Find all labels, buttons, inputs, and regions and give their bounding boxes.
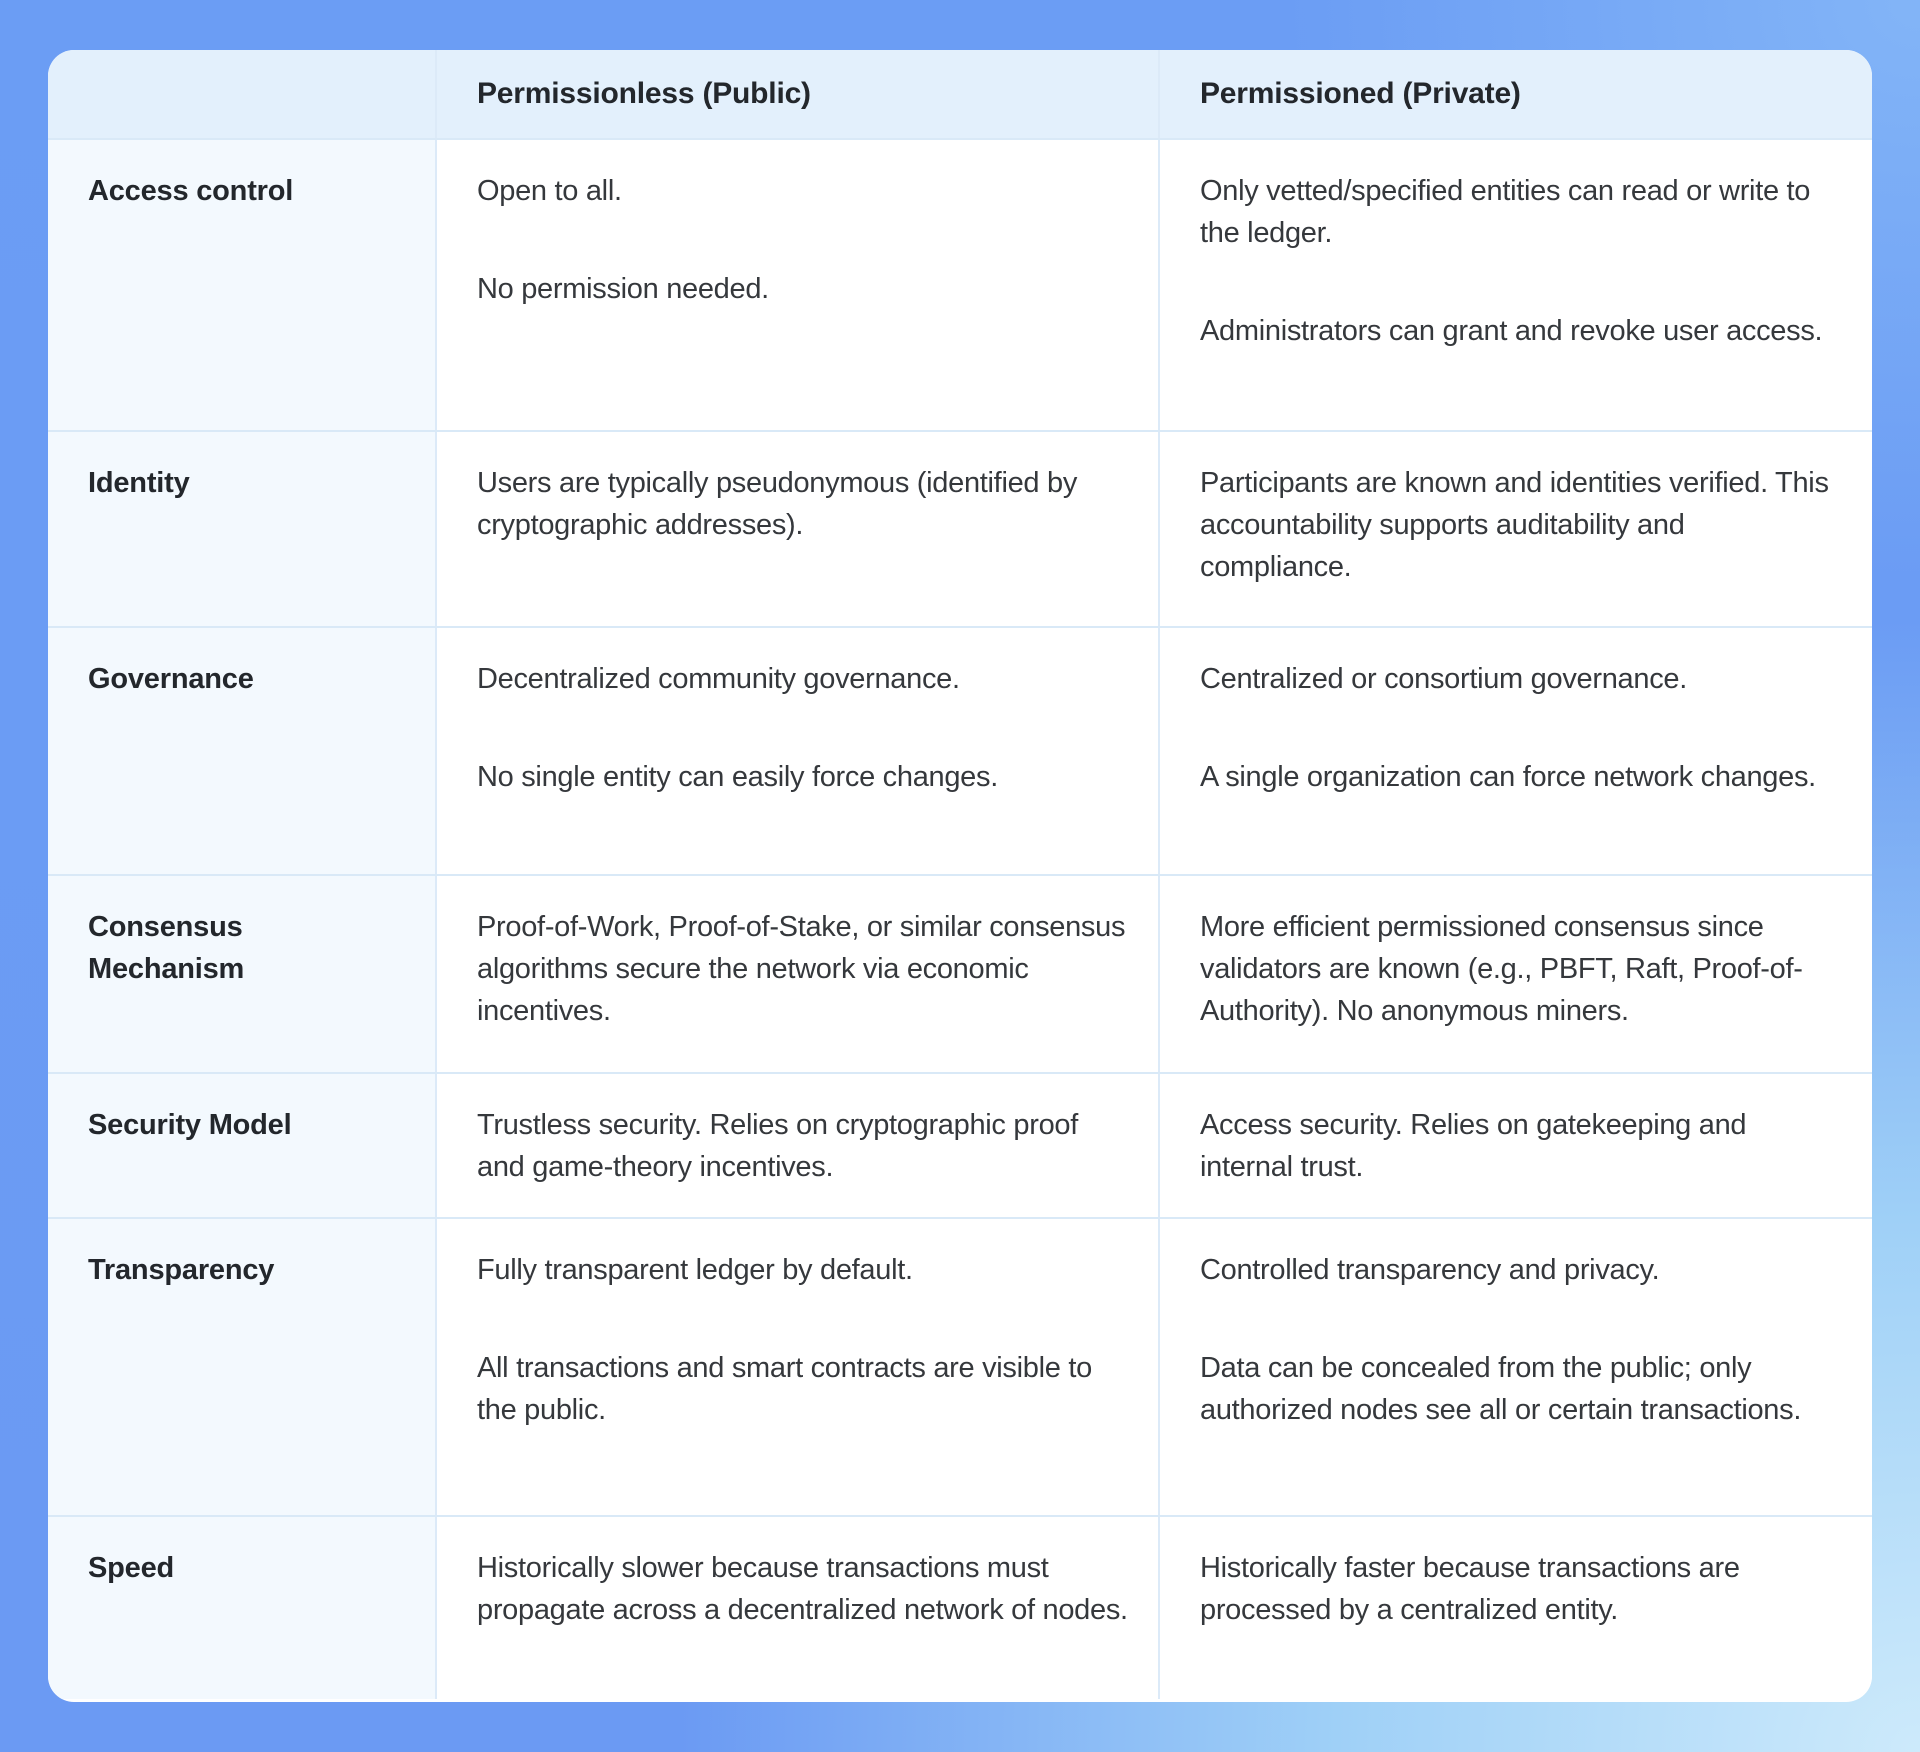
row-label (48, 876, 435, 1072)
cell-paragraph: Access security. Relies on gatekeeping and internal trust. (1200, 1109, 1747, 1184)
header-cell-empty (48, 50, 435, 138)
table-row (48, 1217, 1872, 1515)
cell-private (1158, 432, 1872, 626)
cell-private (1158, 1517, 1872, 1699)
row-label (48, 140, 435, 430)
cell-public (435, 876, 1158, 1072)
cell-paragraph: Participants are known and identities verified. This accountability supports auditability and compliance. (1200, 467, 1829, 584)
cell-paragraph: Security Model (88, 1109, 292, 1141)
cell-paragraph: Fully transparent ledger by default. (477, 1254, 913, 1286)
cell-public (435, 1074, 1158, 1217)
cell-paragraph: Users are typically pseudonymous (identified by cryptographic addresses). (477, 467, 1078, 542)
row-label (48, 1219, 435, 1515)
cell-paragraph: A single organization can force network changes. (1200, 761, 1816, 794)
cell-paragraph: Decentralized community governance. (477, 663, 960, 695)
cell-paragraph: Administrators can grant and revoke user access. (1200, 315, 1823, 348)
cell-private (1158, 1219, 1872, 1515)
cell-paragraph: Controlled transparency and privacy. (1200, 1254, 1660, 1286)
cell-paragraph: Access control (88, 175, 294, 207)
cell-paragraph: Transparency (88, 1254, 275, 1286)
cell-public (435, 1517, 1158, 1699)
cell-paragraph: Trustless security. Relies on cryptographic proof and game-theory incentives. (477, 1109, 1078, 1184)
table-header-row (48, 50, 1872, 138)
cell-public (435, 140, 1158, 430)
row-label (48, 1517, 435, 1699)
table-row (48, 626, 1872, 874)
cell-private (1158, 628, 1872, 874)
cell-private (1158, 1074, 1872, 1217)
table-body (48, 138, 1872, 1699)
cell-paragraph: Governance (88, 663, 254, 695)
cell-paragraph: Centralized or consortium governance. (1200, 663, 1687, 695)
cell-public (435, 628, 1158, 874)
cell-private (1158, 876, 1872, 1072)
header-cell-permissionless: Permissionless (Public) (435, 50, 1158, 138)
row-label (48, 628, 435, 874)
comparison-table-card (48, 50, 1872, 1702)
cell-private (1158, 140, 1872, 430)
cell-paragraph: Speed (88, 1552, 175, 1584)
table-row (48, 430, 1872, 626)
cell-paragraph: Proof-of-Work, Proof-of-Stake, or similar consensus algorithms secure the network via economic incentives. (477, 911, 1126, 1028)
cell-paragraph: More efficient permissioned consensus since validators are known (e.g., PBFT, Raft, Proof-of-Authority). No anonymous miners. (1200, 911, 1803, 1028)
cell-paragraph: Historically faster because transactions are processed by a centralized entity. (1200, 1552, 1740, 1627)
table-row (48, 874, 1872, 1072)
cell-paragraph: No single entity can easily force changes. (477, 761, 998, 794)
row-label (48, 1074, 435, 1217)
cell-paragraph: Historically slower because transactions must propagate across a decentralized network of nodes. (477, 1552, 1128, 1627)
cell-paragraph: Open to all. (477, 175, 622, 207)
cell-public (435, 1219, 1158, 1515)
header-cell-permissioned: Permissioned (Private) (1158, 50, 1872, 138)
cell-paragraph: All transactions and smart contracts are visible to the public. (477, 1352, 1092, 1427)
cell-paragraph: No permission needed. (477, 273, 769, 306)
table-row (48, 1072, 1872, 1217)
cell-paragraph: Consensus Mechanism (88, 911, 245, 986)
cell-paragraph: Data can be concealed from the public; only authorized nodes see all or certain transactions. (1200, 1352, 1802, 1427)
cell-public (435, 432, 1158, 626)
table-row (48, 138, 1872, 430)
row-label (48, 432, 435, 626)
cell-paragraph: Identity (88, 467, 190, 499)
table-row (48, 1515, 1872, 1699)
cell-paragraph: Only vetted/specified entities can read or write to the ledger. (1200, 175, 1811, 250)
